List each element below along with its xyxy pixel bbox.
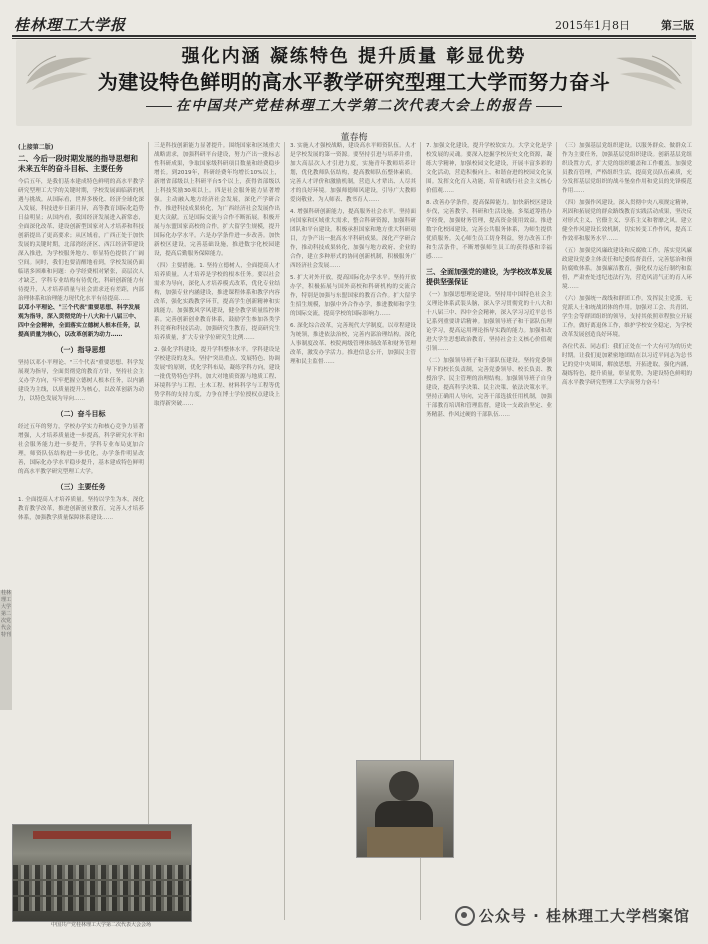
headline-line-3 [16,95,692,115]
paragraph: 7. 加强文化建设，提升学校软实力。大学文化是学校发展的灵魂。要深入挖掘学校历史文化资源，凝练大学精神，加强校园文化建设，开展丰富多彩的文化活动，营造积极向上、和谐奋进的校园文化氛围。发挥文化育人功能，培育和践行社会主义核心价值观…… [426,143,552,194]
wechat-icon [455,906,475,926]
masthead [14,14,694,36]
side-strip [0,590,12,710]
paragraph: 1. 全面提高人才培养质量。坚持以学生为本，深化教育教学改革，推进创新创业教育，完善人才培养体系，加强教学质量保障体系建设…… [18,497,144,521]
paper-name: 桂林理工大学报 [14,16,127,34]
paragraph: 各位代表、同志们：我们正处在一个大有可为的历史时期。让我们更加紧密地团结在以习近平同志为总书记的党中央周围，解放思想，开拓进取，强化内涵，凝练特色，提升质量，彰显优势，为建设特色鲜明的高水平教学研究型理工大学而努力奋斗！ [562,344,692,386]
paragraph: （四）主要措施。1. 坚持立德树人，全面提高人才培养质量。人才培养是学校的根本任务。要以社会需求为导向，深化人才培养模式改革，优化专业结构，加强专业内涵建设，推进课程体系和教学内容改革，强化实践教学环节，提高学生创新精神和实践能力。加强教风学风建设，健全教学质量监控体系。完善创新创业教育体系，鼓励学生参加各类学科竞赛和科技活动。加强研究生教育，提高研究生培养质量，扩大专业学位研究生比例…… [154,263,280,341]
subsection-heading: （三）主要任务 [56,483,106,491]
paragraph: 5. 扩大对外开放，提高国际化办学水平。坚持开放办学，积极拓展与国外高校和科研机构的交流合作，特别是加强与东盟国家的教育合作。扩大留学生招生规模，加强中外合作办学，推进教师和学生的国际交流，提高学校的国际影响力…… [290,275,416,317]
conference-photo [12,824,192,922]
section-heading: 二、今后一段时期发展的指导思想和未来五年的奋斗目标、主要任务 [18,154,138,173]
author-name: 董春梅 [340,133,368,143]
paragraph: （五）加强党风廉政建设和反腐败工作。落实党风廉政建设党委主体责任和纪委监督责任，完善惩治和预防腐败体系。加强廉洁教育，强化权力运行制约和监督，严肃查处违纪违法行为，营造风清气正的育人环境…… [562,248,692,290]
paragraph: 3. 实施人才强校战略，建设高水平师资队伍。人才是学校发展的第一资源。要坚持引进与培养并重，加大高层次人才引进力度，实施青年教师培养计划，优化教师队伍结构，提高教师队伍整体素质。完善人才评价和激励机制，营造人才辈出、人尽其才的良好环境。加强师德师风建设，引导广大教师爱岗敬业、为人师表、教书育人…… [290,143,416,203]
column-5 [562,142,692,900]
column-rule [148,142,149,920]
subsection-heading: （二）奋斗目标 [56,410,106,418]
masthead-rule-thin [12,38,696,39]
paragraph: 6. 深化综合改革，完善现代大学制度。以章程建设为统领，推进依法治校，完善内部治理结构。深化人事制度改革、校院两级管理体制改革和财务管理改革，激发办学活力。推进信息公开，加强民主管理和民主监督…… [290,323,416,365]
paragraph: 4. 增强科研创新能力，提高服务社会水平。坚持面向国家和区域重大需求，整合科研资源，加强科研团队和平台建设。积极承担国家和地方重大科研项目，力争产出一批高水平科研成果。深化产学研合作，推动科技成果转化，加强与地方政府、企业的合作，建立多种形式的协同创新机制，积极服务广西经济社会发展…… [290,209,416,269]
paragraph: （六）加强统一战线和群团工作。发挥民主党派、无党派人士和统战团体的作用。加强对工会、共青团、学生会等群团组织的领导，支持其依照章程独立开展工作。做好离退休工作，维护学校安全稳定，为学校改革发展创造良好环境。 [562,296,692,338]
page-number: 第三版 [661,19,694,32]
headline-line-2: 为建设特色鲜明的高水平教学研究型理工大学而努力奋斗 [97,70,611,94]
paragraph: 2. 强化学科建设，提升学科整体水平。学科建设是学校建设的龙头。坚持"突出重点、发展特色、协调发展"的原则，优化学科布局，凝练学科方向，建设一批优势特色学科。加大对地质资源与地质工程、环境科学与工程、土木工程、材料科学与工程等优势学科的支持力度，力争在博士学位授权点建设上取得新突破…… [154,347,280,407]
paragraph: 坚持以邓小平理论、"三个代表"重要思想、科学发展观为指导，全面贯彻党的教育方针，坚持社会主义办学方向，牢牢把握立德树人根本任务，以内涵建设为主线，以质量提升为核心，以改革创新为动力，以特色发展为导向…… [18,360,144,402]
emphasis-paragraph: 以邓小平理论、"三个代表"重要思想、科学发展观为指导，深入贯彻党的十八大和十八届三中、四中全会精神，全面落实立德树人根本任务，以提高质量为核心，以改革创新为动力…… [18,305,140,338]
column-rule [556,142,557,920]
section-heading: 三、全面加强党的建设，为学校改革发展提供坚强保证 [426,268,552,286]
column-1 [18,142,144,922]
watermark-text: 公众号 · 桂林理工大学档案馆 [478,906,690,925]
continued-tag: (上接第二版) [18,144,54,151]
stage-banner [33,831,171,839]
paragraph: （一）加强思想理论建设。坚持用中国特色社会主义理论体系武装头脑，深入学习贯彻党的十八大和十八届三中、四中全会精神，深入学习习近平总书记系列重要讲话精神。加强领导班子和干部队伍理论学习，提高运用理论指导实践的能力。加强和改进大学生思想政治教育，坚持社会主义核心价值观引领…… [426,292,552,352]
paragraph: 8. 改善办学条件，提高保障能力。加快新校区建设步伐，完善教学、科研和生活设施。多渠道筹措办学经费，加强财务管理，提高资金使用效益。推进数字化校园建设，完善公共服务体系，为师生提供优质服务。关心师生员工切身利益，努力改善工作和生活条件，不断增强师生员工的获得感和幸福感…… [426,200,552,260]
paragraph: 今后五年，是我们基本建成特色鲜明的高水平教学研究型理工大学的关键时期，学校发展面临新的机遇与挑战。从国际看，世界多极化、经济全球化深入发展，科技进步日新月异，高等教育国际化趋势日益明显；从国内看，我国经济发展进入新常态，全面深化改革、建设创新型国家对人才培养和科技创新提出了更高要求；从区域看，广西正处于加快发展的关键时期，北部湾经济区、西江经济带建设深入推进，为学校服务地方、彰显特色提供了广阔空间。同时，我们也要清醒地看到，学校发展仍面临诸多困难和问题：办学经费相对紧张，高层次人才缺乏，学科专业结构有待优化，科研创新能力有待提升，人才培养质量与社会需求还有差距，内部治理体系和治理能力现代化水平有待提高…… [18,179,144,302]
paragraph: （三）加强基层党组织建设。以服务群众、做群众工作为主要任务，加强基层党组织建设。创新基层党组织设置方式，扩大党的组织覆盖和工作覆盖。加强党员教育管理，严格组织生活，提高党员队伍素质，充分发挥基层党组织的战斗堡垒作用和党员的先锋模范作用…… [562,143,692,194]
headline-line-1: 强化内涵 凝练特色 提升质量 彰显优势 [181,46,527,67]
subsection-heading: （一）指导思想 [56,346,106,354]
column-rule [284,142,285,920]
column-4 [426,142,552,922]
side-strip-text: 桂林理工大学第二次党代会特刊 [1,590,12,638]
issue-date: 2015年1月8日 [555,19,630,32]
report-subtitle: 在中国共产党桂林理工大学第二次代表大会上的报告 [175,98,533,114]
photo-caption: 中国共产党桂林理工大学第二次代表大会会场 [50,922,151,928]
column-2 [154,142,280,824]
paragraph: 经过五年的努力，学校办学实力和核心竞争力显著增强，人才培养质量进一步提高，科学研究水平和社会服务能力进一步提升，学科专业布局更加合理，师资队伍结构进一步优化，办学条件明显改善，国际化办学水平稳步提升，基本建成特色鲜明的高水平教学研究型理工大学。 [18,424,144,475]
paragraph: 三是科技创新能力显著提升。围绕国家和区域重大战略需求，加强科研平台建设，努力产出一批标志性科研成果，争取国家级科研项目数量和经费稳步增长。到2019年，科研经费年均增长10%以上，新增省部级以上科研平台5个以上，获得省部级以上科技奖励30项以上。四是社会服务能力显著增强。主动融入地方经济社会发展，深化产学研合作，推进科技成果转化，为广西经济社会发展作出更大贡献。五是国际交流与合作不断拓展。积极开展与东盟国家高校的合作，扩大留学生规模，提升国际化办学水平。六是办学条件进一步改善。加快新校区建设，完善基础设施，推进数字化校园建设，提高后勤服务保障能力。 [154,143,280,257]
masthead-rule [12,35,696,37]
paragraph: （二）加强领导班子和干部队伍建设。坚持党委领导下的校长负责制，完善党委领导、校长负责、教授治学、民主管理的治理结构。加强领导班子自身建设，提高科学决策、民主决策、依法决策水平。坚持正确用人导向，完善干部选拔任用机制，加强干部教育培训和管理监督，建设一支政治坚定、业务精湛、作风过硬的干部队伍…… [426,358,552,418]
headline-banner [16,40,692,126]
wechat-watermark [455,905,690,927]
paragraph: （四）加强作风建设。深入贯彻中央八项规定精神，巩固和拓展党的群众路线教育实践活动成果，坚决反对形式主义、官僚主义、享乐主义和奢靡之风。建立健全作风建设长效机制，切实转变工作作风，提高工作效率和服务水平…… [562,200,692,242]
